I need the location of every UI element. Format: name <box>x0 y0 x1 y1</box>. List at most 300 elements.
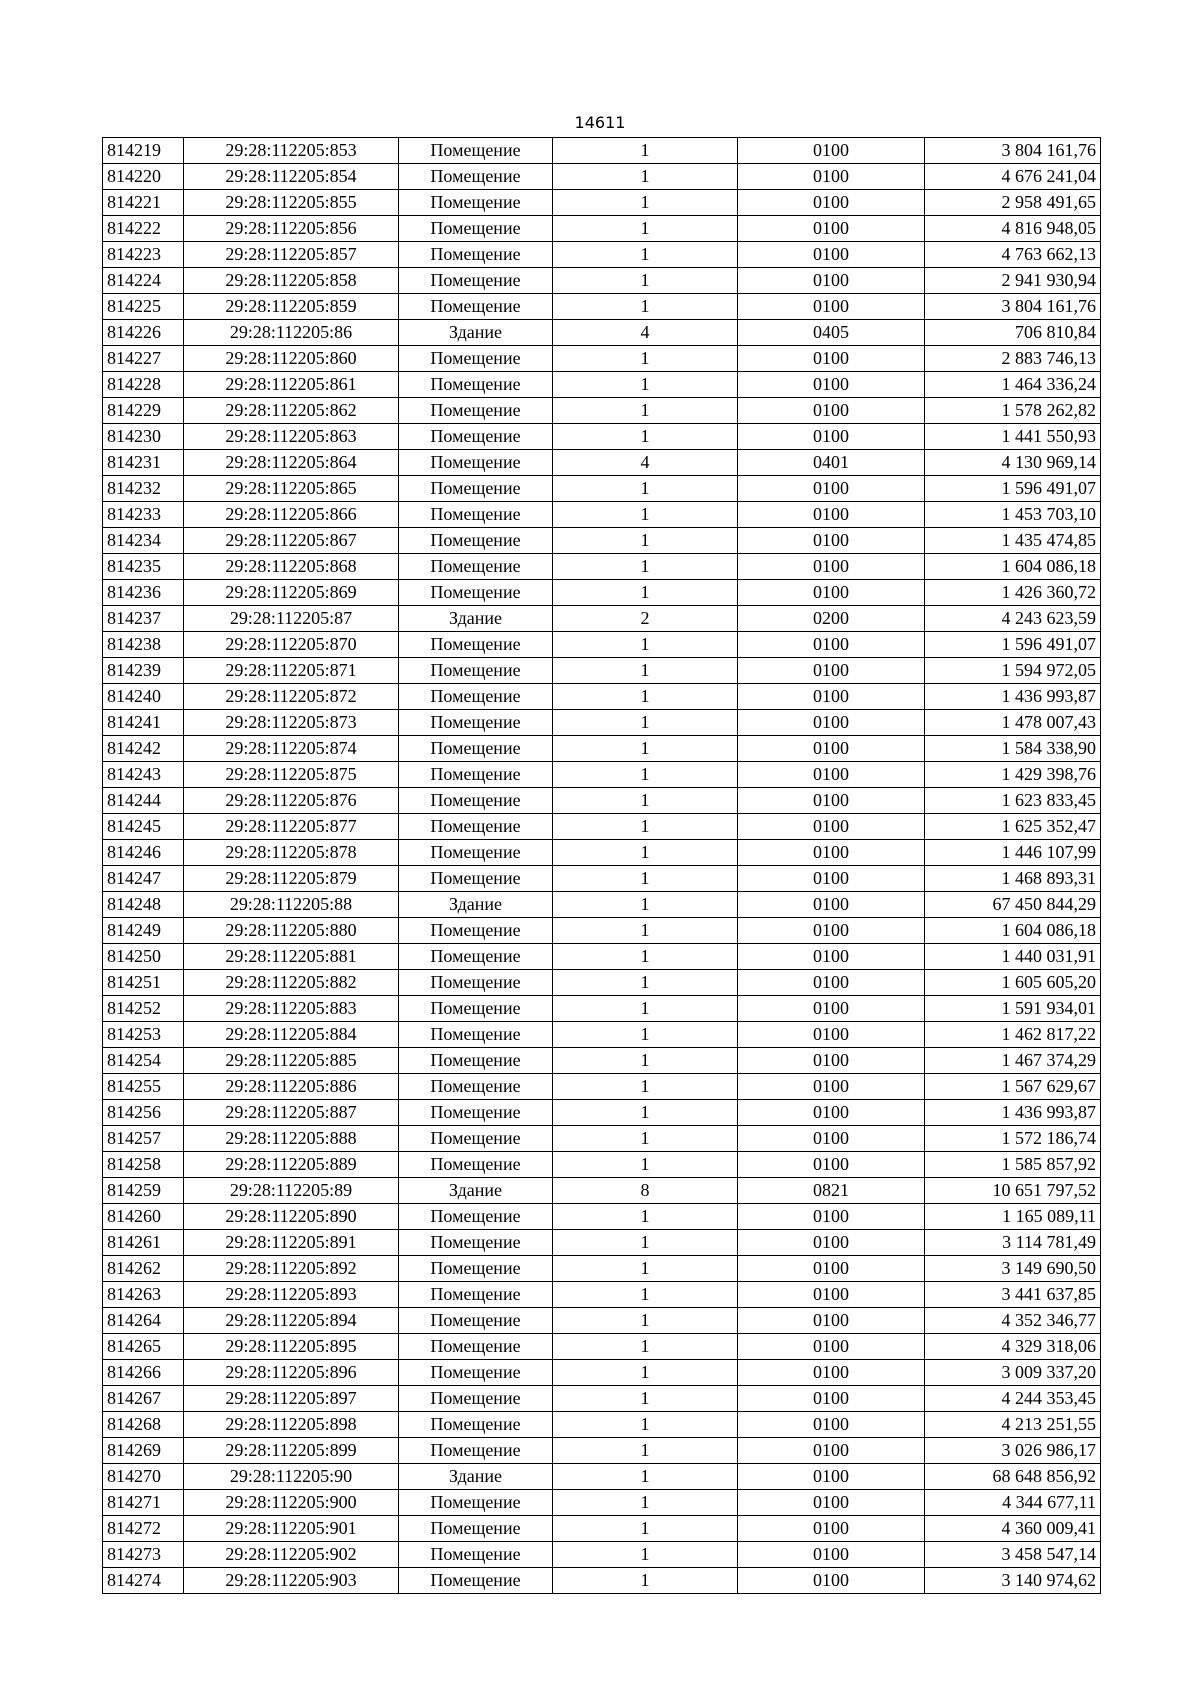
code-cell: 0401 <box>738 450 925 476</box>
code-cell: 0100 <box>738 138 925 164</box>
cadastral-number-cell: 29:28:112205:893 <box>184 1282 399 1308</box>
group-cell: 1 <box>553 424 738 450</box>
object-type-cell: Помещение <box>399 1152 553 1178</box>
object-type-cell: Помещение <box>399 1256 553 1282</box>
cadastral-value-cell: 67 450 844,29 <box>925 892 1101 918</box>
table-row <box>103 1282 1101 1308</box>
cadastral-number-cell: 29:28:112205:863 <box>184 424 399 450</box>
cadastral-number-cell: 29:28:112205:86 <box>184 320 399 346</box>
table-row <box>103 1438 1101 1464</box>
cadastral-value-cell: 1 623 833,45 <box>925 788 1101 814</box>
cadastral-value-cell: 2 883 746,13 <box>925 346 1101 372</box>
object-type-cell: Помещение <box>399 658 553 684</box>
group-cell: 1 <box>553 1490 738 1516</box>
code-cell: 0100 <box>738 658 925 684</box>
code-cell: 0100 <box>738 892 925 918</box>
row-number-cell: 814270 <box>103 1464 184 1490</box>
row-number-cell: 814263 <box>103 1282 184 1308</box>
code-cell: 0100 <box>738 1438 925 1464</box>
object-type-cell: Помещение <box>399 346 553 372</box>
cadastral-value-cell: 1 605 605,20 <box>925 970 1101 996</box>
object-type-cell: Помещение <box>399 918 553 944</box>
cadastral-value-cell: 1 435 474,85 <box>925 528 1101 554</box>
row-number-cell: 814235 <box>103 554 184 580</box>
group-cell: 1 <box>553 1386 738 1412</box>
table-row <box>103 632 1101 658</box>
table-row <box>103 1100 1101 1126</box>
table-row <box>103 424 1101 450</box>
object-type-cell: Помещение <box>399 814 553 840</box>
table-row <box>103 944 1101 970</box>
group-cell: 1 <box>553 1464 738 1490</box>
group-cell: 1 <box>553 528 738 554</box>
object-type-cell: Помещение <box>399 216 553 242</box>
cadastral-number-cell: 29:28:112205:902 <box>184 1542 399 1568</box>
object-type-cell: Помещение <box>399 944 553 970</box>
row-number-cell: 814245 <box>103 814 184 840</box>
code-cell: 0100 <box>738 632 925 658</box>
table-row <box>103 450 1101 476</box>
object-type-cell: Помещение <box>399 736 553 762</box>
code-cell: 0100 <box>738 1568 925 1594</box>
cadastral-number-cell: 29:28:112205:879 <box>184 866 399 892</box>
cadastral-number-cell: 29:28:112205:901 <box>184 1516 399 1542</box>
row-number-cell: 814234 <box>103 528 184 554</box>
code-cell: 0100 <box>738 710 925 736</box>
table-row <box>103 814 1101 840</box>
cadastral-value-cell: 10 651 797,52 <box>925 1178 1101 1204</box>
table-row <box>103 1464 1101 1490</box>
table-row <box>103 892 1101 918</box>
cadastral-number-cell: 29:28:112205:855 <box>184 190 399 216</box>
group-cell: 1 <box>553 788 738 814</box>
cadastral-value-cell: 4 352 346,77 <box>925 1308 1101 1334</box>
cadastral-number-cell: 29:28:112205:894 <box>184 1308 399 1334</box>
cadastral-value-cell: 3 804 161,76 <box>925 138 1101 164</box>
cadastral-number-cell: 29:28:112205:903 <box>184 1568 399 1594</box>
code-cell: 0100 <box>738 1464 925 1490</box>
object-type-cell: Помещение <box>399 1568 553 1594</box>
cadastral-value-cell: 1 446 107,99 <box>925 840 1101 866</box>
row-number-cell: 814254 <box>103 1048 184 1074</box>
table-row <box>103 1126 1101 1152</box>
table-row <box>103 606 1101 632</box>
cadastral-value-cell: 4 213 251,55 <box>925 1412 1101 1438</box>
object-type-cell: Помещение <box>399 840 553 866</box>
group-cell: 1 <box>553 866 738 892</box>
cadastral-number-cell: 29:28:112205:858 <box>184 268 399 294</box>
object-type-cell: Здание <box>399 606 553 632</box>
cadastral-number-cell: 29:28:112205:869 <box>184 580 399 606</box>
cadastral-value-cell: 4 244 353,45 <box>925 1386 1101 1412</box>
code-cell: 0100 <box>738 1360 925 1386</box>
cadastral-number-cell: 29:28:112205:891 <box>184 1230 399 1256</box>
cadastral-number-cell: 29:28:112205:892 <box>184 1256 399 1282</box>
object-type-cell: Помещение <box>399 970 553 996</box>
cadastral-value-cell: 68 648 856,92 <box>925 1464 1101 1490</box>
row-number-cell: 814244 <box>103 788 184 814</box>
table-row <box>103 1178 1101 1204</box>
code-cell: 0100 <box>738 528 925 554</box>
code-cell: 0100 <box>738 684 925 710</box>
group-cell: 8 <box>553 1178 738 1204</box>
cadastral-number-cell: 29:28:112205:889 <box>184 1152 399 1178</box>
code-cell: 0100 <box>738 1386 925 1412</box>
object-type-cell: Помещение <box>399 1204 553 1230</box>
group-cell: 1 <box>553 580 738 606</box>
table-row <box>103 580 1101 606</box>
cadastral-number-cell: 29:28:112205:87 <box>184 606 399 632</box>
cadastral-value-cell: 1 426 360,72 <box>925 580 1101 606</box>
group-cell: 1 <box>553 1074 738 1100</box>
table-row <box>103 138 1101 164</box>
cadastral-value-cell: 1 478 007,43 <box>925 710 1101 736</box>
cadastral-value-cell: 3 140 974,62 <box>925 1568 1101 1594</box>
object-type-cell: Помещение <box>399 762 553 788</box>
table-row <box>103 1022 1101 1048</box>
row-number-cell: 814219 <box>103 138 184 164</box>
group-cell: 1 <box>553 1100 738 1126</box>
cadastral-number-cell: 29:28:112205:883 <box>184 996 399 1022</box>
cadastral-number-cell: 29:28:112205:870 <box>184 632 399 658</box>
table-row <box>103 502 1101 528</box>
cadastral-value-cell: 3 441 637,85 <box>925 1282 1101 1308</box>
object-type-cell: Помещение <box>399 1438 553 1464</box>
row-number-cell: 814265 <box>103 1334 184 1360</box>
row-number-cell: 814269 <box>103 1438 184 1464</box>
table-row <box>103 1048 1101 1074</box>
cadastral-value-cell: 3 009 337,20 <box>925 1360 1101 1386</box>
group-cell: 1 <box>553 814 738 840</box>
group-cell: 1 <box>553 1256 738 1282</box>
group-cell: 1 <box>553 892 738 918</box>
object-type-cell: Помещение <box>399 1542 553 1568</box>
row-number-cell: 814236 <box>103 580 184 606</box>
group-cell: 1 <box>553 658 738 684</box>
cadastral-number-cell: 29:28:112205:886 <box>184 1074 399 1100</box>
cadastral-number-cell: 29:28:112205:872 <box>184 684 399 710</box>
object-type-cell: Помещение <box>399 1516 553 1542</box>
cadastral-value-cell: 4 329 318,06 <box>925 1334 1101 1360</box>
object-type-cell: Помещение <box>399 1412 553 1438</box>
row-number-cell: 814228 <box>103 372 184 398</box>
cadastral-number-cell: 29:28:112205:884 <box>184 1022 399 1048</box>
cadastral-number-cell: 29:28:112205:88 <box>184 892 399 918</box>
code-cell: 0100 <box>738 1490 925 1516</box>
group-cell: 1 <box>553 294 738 320</box>
object-type-cell: Помещение <box>399 138 553 164</box>
code-cell: 0100 <box>738 1048 925 1074</box>
cadastral-value-cell: 4 130 969,14 <box>925 450 1101 476</box>
cadastral-number-cell: 29:28:112205:888 <box>184 1126 399 1152</box>
table-row <box>103 476 1101 502</box>
table-row <box>103 216 1101 242</box>
code-cell: 0200 <box>738 606 925 632</box>
object-type-cell: Здание <box>399 320 553 346</box>
cadastral-number-cell: 29:28:112205:875 <box>184 762 399 788</box>
code-cell: 0100 <box>738 294 925 320</box>
table-row <box>103 554 1101 580</box>
group-cell: 1 <box>553 242 738 268</box>
row-number-cell: 814258 <box>103 1152 184 1178</box>
code-cell: 0100 <box>738 944 925 970</box>
cadastral-number-cell: 29:28:112205:865 <box>184 476 399 502</box>
object-type-cell: Помещение <box>399 580 553 606</box>
code-cell: 0100 <box>738 216 925 242</box>
table-row <box>103 684 1101 710</box>
cadastral-number-cell: 29:28:112205:853 <box>184 138 399 164</box>
code-cell: 0405 <box>738 320 925 346</box>
cadastral-value-cell: 3 114 781,49 <box>925 1230 1101 1256</box>
row-number-cell: 814250 <box>103 944 184 970</box>
table-row <box>103 918 1101 944</box>
cadastral-value-cell: 1 429 398,76 <box>925 762 1101 788</box>
cadastral-number-cell: 29:28:112205:896 <box>184 1360 399 1386</box>
object-type-cell: Помещение <box>399 476 553 502</box>
group-cell: 1 <box>553 684 738 710</box>
row-number-cell: 814256 <box>103 1100 184 1126</box>
table-row <box>103 1230 1101 1256</box>
table-row <box>103 1308 1101 1334</box>
cadastral-number-cell: 29:28:112205:860 <box>184 346 399 372</box>
cadastral-value-cell: 1 462 817,22 <box>925 1022 1101 1048</box>
cadastral-value-cell: 1 567 629,67 <box>925 1074 1101 1100</box>
code-cell: 0100 <box>738 502 925 528</box>
row-number-cell: 814247 <box>103 866 184 892</box>
cadastral-value-cell: 3 149 690,50 <box>925 1256 1101 1282</box>
object-type-cell: Помещение <box>399 684 553 710</box>
cadastral-number-cell: 29:28:112205:854 <box>184 164 399 190</box>
row-number-cell: 814237 <box>103 606 184 632</box>
object-type-cell: Помещение <box>399 502 553 528</box>
cadastral-number-cell: 29:28:112205:887 <box>184 1100 399 1126</box>
cadastral-value-cell: 1 584 338,90 <box>925 736 1101 762</box>
object-type-cell: Помещение <box>399 710 553 736</box>
cadastral-number-cell: 29:28:112205:878 <box>184 840 399 866</box>
group-cell: 4 <box>553 450 738 476</box>
code-cell: 0100 <box>738 268 925 294</box>
table-row <box>103 164 1101 190</box>
object-type-cell: Помещение <box>399 372 553 398</box>
table-row <box>103 1256 1101 1282</box>
cadastral-value-cell: 1 468 893,31 <box>925 866 1101 892</box>
table-row <box>103 710 1101 736</box>
table-row <box>103 788 1101 814</box>
code-cell: 0100 <box>738 866 925 892</box>
row-number-cell: 814232 <box>103 476 184 502</box>
cadastral-value-cell: 4 243 623,59 <box>925 606 1101 632</box>
object-type-cell: Здание <box>399 1178 553 1204</box>
row-number-cell: 814259 <box>103 1178 184 1204</box>
row-number-cell: 814271 <box>103 1490 184 1516</box>
object-type-cell: Помещение <box>399 1100 553 1126</box>
code-cell: 0100 <box>738 580 925 606</box>
object-type-cell: Помещение <box>399 1126 553 1152</box>
group-cell: 1 <box>553 1542 738 1568</box>
code-cell: 0100 <box>738 1308 925 1334</box>
cadastral-value-cell: 2 941 930,94 <box>925 268 1101 294</box>
row-number-cell: 814231 <box>103 450 184 476</box>
group-cell: 1 <box>553 970 738 996</box>
group-cell: 1 <box>553 138 738 164</box>
row-number-cell: 814222 <box>103 216 184 242</box>
cadastral-value-cell: 2 958 491,65 <box>925 190 1101 216</box>
object-type-cell: Помещение <box>399 268 553 294</box>
table-row <box>103 398 1101 424</box>
page-number: 14611 <box>574 113 626 132</box>
group-cell: 1 <box>553 268 738 294</box>
group-cell: 1 <box>553 398 738 424</box>
cadastral-value-cell: 4 360 009,41 <box>925 1516 1101 1542</box>
row-number-cell: 814252 <box>103 996 184 1022</box>
object-type-cell: Помещение <box>399 1230 553 1256</box>
object-type-cell: Помещение <box>399 294 553 320</box>
object-type-cell: Помещение <box>399 996 553 1022</box>
object-type-cell: Здание <box>399 1464 553 1490</box>
object-type-cell: Помещение <box>399 1386 553 1412</box>
cadastral-value-cell: 1 441 550,93 <box>925 424 1101 450</box>
table-row <box>103 1386 1101 1412</box>
cadastral-value-cell: 1 604 086,18 <box>925 554 1101 580</box>
group-cell: 1 <box>553 190 738 216</box>
cadastral-value-cell: 1 578 262,82 <box>925 398 1101 424</box>
cadastral-number-cell: 29:28:112205:897 <box>184 1386 399 1412</box>
table-row <box>103 1334 1101 1360</box>
table-row <box>103 320 1101 346</box>
cadastral-value-cell: 1 625 352,47 <box>925 814 1101 840</box>
table-row <box>103 658 1101 684</box>
row-number-cell: 814264 <box>103 1308 184 1334</box>
object-type-cell: Помещение <box>399 1282 553 1308</box>
code-cell: 0100 <box>738 424 925 450</box>
code-cell: 0100 <box>738 1022 925 1048</box>
group-cell: 1 <box>553 1126 738 1152</box>
cadastral-number-cell: 29:28:112205:867 <box>184 528 399 554</box>
cadastral-number-cell: 29:28:112205:864 <box>184 450 399 476</box>
cadastral-number-cell: 29:28:112205:859 <box>184 294 399 320</box>
group-cell: 1 <box>553 1282 738 1308</box>
group-cell: 1 <box>553 1516 738 1542</box>
cadastral-value-cell: 1 572 186,74 <box>925 1126 1101 1152</box>
code-cell: 0100 <box>738 1516 925 1542</box>
cadastral-value-cell: 1 165 089,11 <box>925 1204 1101 1230</box>
code-cell: 0100 <box>738 1230 925 1256</box>
group-cell: 1 <box>553 1334 738 1360</box>
cadastral-value-cell: 1 591 934,01 <box>925 996 1101 1022</box>
table-row <box>103 1074 1101 1100</box>
cadastral-number-cell: 29:28:112205:871 <box>184 658 399 684</box>
group-cell: 1 <box>553 736 738 762</box>
code-cell: 0100 <box>738 970 925 996</box>
code-cell: 0100 <box>738 1282 925 1308</box>
cadastral-value-cell: 1 596 491,07 <box>925 632 1101 658</box>
registry-table-body <box>103 138 1101 1594</box>
row-number-cell: 814253 <box>103 1022 184 1048</box>
row-number-cell: 814227 <box>103 346 184 372</box>
cadastral-number-cell: 29:28:112205:898 <box>184 1412 399 1438</box>
group-cell: 1 <box>553 710 738 736</box>
cadastral-value-cell: 1 596 491,07 <box>925 476 1101 502</box>
group-cell: 1 <box>553 762 738 788</box>
row-number-cell: 814267 <box>103 1386 184 1412</box>
code-cell: 0100 <box>738 476 925 502</box>
code-cell: 0100 <box>738 398 925 424</box>
code-cell: 0100 <box>738 762 925 788</box>
cadastral-number-cell: 29:28:112205:861 <box>184 372 399 398</box>
group-cell: 1 <box>553 554 738 580</box>
table-row <box>103 1490 1101 1516</box>
group-cell: 4 <box>553 320 738 346</box>
group-cell: 1 <box>553 1152 738 1178</box>
group-cell: 1 <box>553 944 738 970</box>
table-row <box>103 1516 1101 1542</box>
table-row <box>103 372 1101 398</box>
group-cell: 1 <box>553 1360 738 1386</box>
table-row <box>103 1204 1101 1230</box>
row-number-cell: 814260 <box>103 1204 184 1230</box>
table-row <box>103 268 1101 294</box>
object-type-cell: Помещение <box>399 1334 553 1360</box>
table-row <box>103 736 1101 762</box>
row-number-cell: 814274 <box>103 1568 184 1594</box>
object-type-cell: Здание <box>399 892 553 918</box>
row-number-cell: 814257 <box>103 1126 184 1152</box>
cadastral-value-cell: 1 453 703,10 <box>925 502 1101 528</box>
group-cell: 1 <box>553 502 738 528</box>
row-number-cell: 814226 <box>103 320 184 346</box>
cadastral-number-cell: 29:28:112205:873 <box>184 710 399 736</box>
row-number-cell: 814272 <box>103 1516 184 1542</box>
table-row <box>103 970 1101 996</box>
cadastral-value-cell: 3 804 161,76 <box>925 294 1101 320</box>
cadastral-number-cell: 29:28:112205:881 <box>184 944 399 970</box>
row-number-cell: 814221 <box>103 190 184 216</box>
row-number-cell: 814242 <box>103 736 184 762</box>
row-number-cell: 814246 <box>103 840 184 866</box>
object-type-cell: Помещение <box>399 1308 553 1334</box>
code-cell: 0100 <box>738 554 925 580</box>
group-cell: 1 <box>553 1022 738 1048</box>
code-cell: 0100 <box>738 1412 925 1438</box>
row-number-cell: 814273 <box>103 1542 184 1568</box>
table-row <box>103 242 1101 268</box>
cadastral-value-cell: 3 026 986,17 <box>925 1438 1101 1464</box>
group-cell: 1 <box>553 1412 738 1438</box>
group-cell: 1 <box>553 1230 738 1256</box>
code-cell: 0100 <box>738 190 925 216</box>
row-number-cell: 814255 <box>103 1074 184 1100</box>
group-cell: 1 <box>553 372 738 398</box>
object-type-cell: Помещение <box>399 1048 553 1074</box>
cadastral-number-cell: 29:28:112205:895 <box>184 1334 399 1360</box>
code-cell: 0100 <box>738 346 925 372</box>
code-cell: 0100 <box>738 1074 925 1100</box>
code-cell: 0100 <box>738 736 925 762</box>
group-cell: 1 <box>553 918 738 944</box>
object-type-cell: Помещение <box>399 866 553 892</box>
code-cell: 0100 <box>738 788 925 814</box>
object-type-cell: Помещение <box>399 242 553 268</box>
table-row <box>103 1542 1101 1568</box>
object-type-cell: Помещение <box>399 554 553 580</box>
row-number-cell: 814230 <box>103 424 184 450</box>
cadastral-value-cell: 4 763 662,13 <box>925 242 1101 268</box>
row-number-cell: 814261 <box>103 1230 184 1256</box>
code-cell: 0100 <box>738 1256 925 1282</box>
table-row <box>103 840 1101 866</box>
table-row <box>103 1412 1101 1438</box>
table-row <box>103 762 1101 788</box>
